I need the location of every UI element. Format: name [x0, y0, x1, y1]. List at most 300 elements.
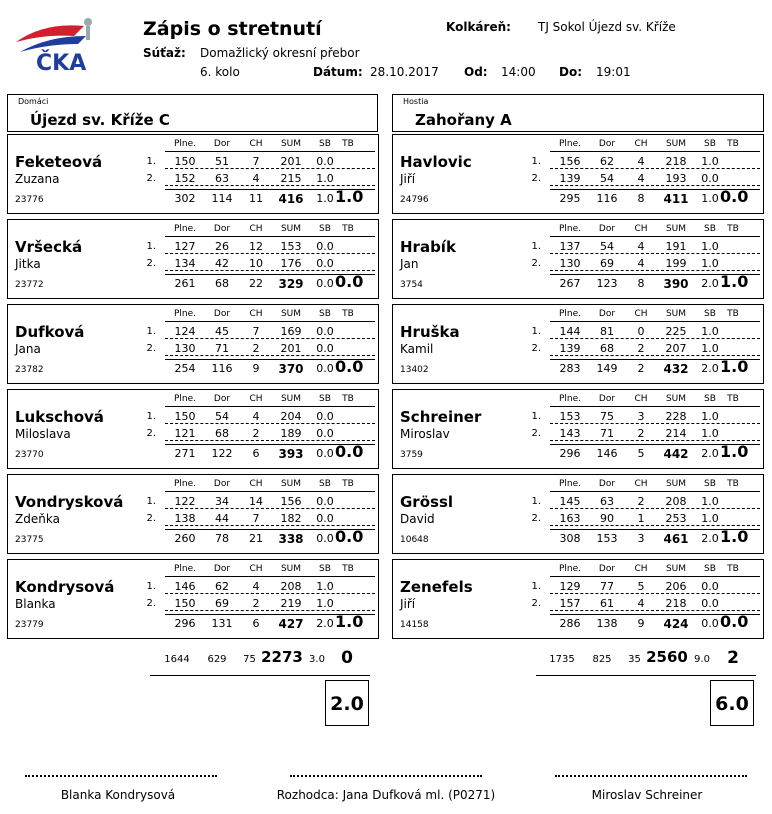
- run-value: 26: [215, 240, 229, 253]
- run-value: 0.0: [316, 240, 334, 253]
- column-header: CH: [634, 139, 648, 149]
- column-header: SUM: [280, 139, 302, 149]
- competition-value: Domažlický okresní přebor: [200, 46, 360, 60]
- run-value: 169: [280, 325, 302, 338]
- column-header: TB: [727, 479, 739, 489]
- row-divider: [550, 236, 760, 237]
- player-id: 14158: [400, 620, 429, 630]
- guest-sum-line: [536, 675, 756, 676]
- run-number: 2.: [146, 343, 156, 354]
- column-header: CH: [249, 309, 263, 319]
- player-box: [392, 304, 764, 384]
- run-value: 0.0: [701, 172, 719, 185]
- cka-logo: [14, 12, 104, 74]
- total-value: 146: [596, 447, 618, 460]
- column-header: Dor: [598, 139, 616, 149]
- column-header: SB: [704, 564, 716, 574]
- row-divider: [550, 185, 760, 186]
- run-value: 0.0: [316, 512, 334, 525]
- run-value: 182: [280, 512, 302, 525]
- column-header: TB: [727, 309, 739, 319]
- column-header: SB: [319, 224, 331, 234]
- player-tb: 1.0: [335, 187, 364, 206]
- row-divider: [550, 593, 760, 594]
- total-value: 370: [278, 362, 304, 376]
- total-value: 338: [278, 532, 304, 546]
- run-value: 189: [280, 427, 302, 440]
- player-surname: Feketeová: [15, 153, 103, 171]
- run-value: 214: [665, 427, 687, 440]
- run-value: 0.0: [316, 427, 334, 440]
- from-value: 14:00: [501, 65, 536, 79]
- column-header: TB: [727, 564, 739, 574]
- run-value: 3: [637, 410, 645, 423]
- run-value: 0.0: [316, 495, 334, 508]
- run-value: 0: [637, 325, 645, 338]
- column-header: CH: [249, 479, 263, 489]
- run-value: 218: [665, 155, 687, 168]
- column-header: SB: [319, 564, 331, 574]
- run-number: 2.: [146, 428, 156, 439]
- column-header: CH: [249, 394, 263, 404]
- total-value: 295: [559, 192, 581, 205]
- run-number: 2.: [531, 173, 541, 184]
- run-value: 146: [174, 580, 196, 593]
- run-value: 156: [559, 155, 581, 168]
- run-value: 143: [559, 427, 581, 440]
- column-header: Dor: [598, 309, 616, 319]
- column-header: TB: [342, 139, 354, 149]
- column-header: TB: [727, 394, 739, 404]
- total-value: 393: [278, 447, 304, 461]
- run-value: 215: [280, 172, 302, 185]
- guest-sum-tb: 2: [727, 648, 739, 668]
- run-value: 2: [252, 342, 260, 355]
- guest-sum-dor: 825: [592, 654, 612, 665]
- player-box: [7, 474, 379, 554]
- column-header: SUM: [665, 224, 687, 234]
- run-value: 2: [637, 342, 645, 355]
- row-divider: [550, 338, 760, 339]
- run-value: 14: [249, 495, 263, 508]
- total-value: 5: [637, 447, 645, 460]
- column-header: Plne.: [173, 139, 197, 149]
- competition-label: Súťaž:: [143, 46, 186, 60]
- run-value: 152: [174, 172, 196, 185]
- player-tb: 1.0: [720, 357, 749, 376]
- column-header: CH: [249, 224, 263, 234]
- player-id: 10648: [400, 535, 429, 545]
- column-header: Plne.: [558, 479, 582, 489]
- home-sum-dor: 629: [207, 654, 227, 665]
- run-value: 90: [600, 512, 614, 525]
- run-value: 7: [252, 325, 260, 338]
- player-tb: 1.0: [720, 442, 749, 461]
- total-value: 2.0: [701, 532, 719, 545]
- player-box: [7, 389, 379, 469]
- run-value: 225: [665, 325, 687, 338]
- run-value: 0.0: [316, 325, 334, 338]
- player-box: [392, 134, 764, 214]
- column-header: CH: [634, 394, 648, 404]
- column-header: SUM: [665, 479, 687, 489]
- row-divider: [550, 406, 760, 407]
- player-tb: 0.0: [335, 272, 364, 291]
- column-header: Plne.: [173, 394, 197, 404]
- run-number: 2.: [531, 513, 541, 524]
- total-value: 2.0: [701, 277, 719, 290]
- run-value: 4: [637, 155, 645, 168]
- total-value: 0.0: [316, 277, 334, 290]
- row-divider: [165, 525, 375, 526]
- run-value: 54: [215, 410, 229, 423]
- run-value: 208: [665, 495, 687, 508]
- total-value: 286: [559, 617, 581, 630]
- column-header: TB: [342, 479, 354, 489]
- player-first-name: Kamil: [400, 342, 434, 356]
- guest-team-name: Zahořany A: [415, 111, 512, 129]
- total-value: 2.0: [316, 617, 334, 630]
- run-value: 69: [600, 257, 614, 270]
- run-value: 7: [252, 155, 260, 168]
- column-header: TB: [342, 564, 354, 574]
- player-surname: Kondrysová: [15, 578, 115, 596]
- player-id: 23782: [15, 365, 44, 375]
- date-value: 28.10.2017: [370, 65, 439, 79]
- player-first-name: Miloslava: [15, 427, 71, 441]
- column-header: TB: [342, 224, 354, 234]
- player-tb: 0.0: [720, 612, 749, 631]
- total-value: 0.0: [316, 447, 334, 460]
- column-header: SUM: [280, 224, 302, 234]
- player-first-name: Jan: [400, 257, 419, 271]
- run-value: 1.0: [316, 597, 334, 610]
- total-value: 0.0: [316, 532, 334, 545]
- player-first-name: Jiří: [400, 172, 416, 186]
- row-divider: [550, 151, 760, 152]
- total-value: 116: [211, 362, 233, 375]
- player-id: 23770: [15, 450, 44, 460]
- player-surname: Zenefels: [400, 578, 473, 596]
- column-header: TB: [727, 224, 739, 234]
- player-surname: Lukschová: [15, 408, 104, 426]
- player-first-name: Jitka: [15, 257, 41, 271]
- guest-sum-sb: 9.0: [694, 654, 710, 665]
- run-value: 4: [252, 172, 260, 185]
- total-value: 432: [663, 362, 689, 376]
- player-box: [392, 219, 764, 299]
- run-value: 71: [215, 342, 229, 355]
- run-value: 156: [280, 495, 302, 508]
- column-header: SUM: [665, 139, 687, 149]
- referee-signature-line: [290, 775, 482, 777]
- column-header: Dor: [213, 564, 231, 574]
- player-surname: Vondrysková: [15, 493, 124, 511]
- row-divider: [550, 525, 760, 526]
- row-divider: [165, 321, 375, 322]
- guest-sum-plne: 1735: [549, 654, 575, 665]
- total-value: 123: [596, 277, 618, 290]
- run-value: 0.0: [701, 580, 719, 593]
- run-number: 1.: [531, 581, 541, 592]
- total-value: 3: [637, 532, 645, 545]
- total-value: 308: [559, 532, 581, 545]
- row-divider: [165, 236, 375, 237]
- total-value: 390: [663, 277, 689, 291]
- run-value: 54: [600, 240, 614, 253]
- run-number: 1.: [531, 326, 541, 337]
- run-value: 54: [600, 172, 614, 185]
- total-value: 0.0: [701, 617, 719, 630]
- run-number: 1.: [146, 411, 156, 422]
- home-sum-ch: 75: [243, 654, 256, 665]
- player-tb: 0.0: [335, 442, 364, 461]
- total-value: 2: [637, 362, 645, 375]
- row-divider: [165, 355, 375, 356]
- home-signature-line: [25, 775, 217, 777]
- total-value: 6: [252, 447, 260, 460]
- row-divider: [165, 610, 375, 611]
- column-header: Dor: [213, 139, 231, 149]
- total-value: 6: [252, 617, 260, 630]
- home-sum-total: 2273: [261, 648, 303, 666]
- run-value: 4: [637, 172, 645, 185]
- run-value: 1.0: [316, 580, 334, 593]
- home-team-box: [7, 94, 378, 132]
- home-final-score: 2.0: [325, 680, 369, 726]
- player-surname: Havlovic: [400, 153, 472, 171]
- column-header: CH: [634, 479, 648, 489]
- run-number: 1.: [146, 496, 156, 507]
- run-value: 218: [665, 597, 687, 610]
- run-value: 130: [559, 257, 581, 270]
- run-value: 228: [665, 410, 687, 423]
- guest-sum-row: [392, 650, 764, 674]
- run-value: 134: [174, 257, 196, 270]
- player-tb: 1.0: [335, 612, 364, 631]
- row-divider: [550, 168, 760, 169]
- player-first-name: David: [400, 512, 435, 526]
- player-box: [7, 134, 379, 214]
- run-value: 130: [174, 342, 196, 355]
- total-value: 114: [211, 192, 233, 205]
- column-header: CH: [634, 309, 648, 319]
- guest-captain-name: Miroslav Schreiner: [591, 788, 703, 802]
- column-header: SUM: [280, 479, 302, 489]
- player-surname: Dufková: [15, 323, 85, 341]
- column-header: SB: [704, 479, 716, 489]
- row-divider: [550, 321, 760, 322]
- total-value: 68: [215, 277, 229, 290]
- guest-sum-ch: 35: [628, 654, 641, 665]
- venue-label: Kolkáreň:: [446, 20, 511, 34]
- player-first-name: Zdeňka: [15, 512, 60, 526]
- home-captain-name: Blanka Kondrysová: [60, 788, 176, 802]
- run-number: 2.: [146, 173, 156, 184]
- column-header: SB: [704, 139, 716, 149]
- total-value: 21: [249, 532, 263, 545]
- run-value: 75: [600, 410, 614, 423]
- run-value: 34: [215, 495, 229, 508]
- column-header: SUM: [280, 394, 302, 404]
- column-header: Dor: [213, 224, 231, 234]
- run-value: 207: [665, 342, 687, 355]
- player-id: 23772: [15, 280, 44, 290]
- total-value: 8: [637, 277, 645, 290]
- run-value: 5: [637, 580, 645, 593]
- run-value: 44: [215, 512, 229, 525]
- venue-value: TJ Sokol Újezd sv. Kříže: [538, 20, 676, 34]
- player-id: 3754: [400, 280, 423, 290]
- home-sum-sb: 3.0: [309, 654, 325, 665]
- total-value: 0.0: [316, 362, 334, 375]
- run-value: 62: [600, 155, 614, 168]
- run-value: 0.0: [316, 342, 334, 355]
- total-value: 329: [278, 277, 304, 291]
- column-header: Plne.: [558, 564, 582, 574]
- total-value: 153: [596, 532, 618, 545]
- run-value: 206: [665, 580, 687, 593]
- player-id: 24796: [400, 195, 429, 205]
- total-value: 267: [559, 277, 581, 290]
- row-divider: [550, 423, 760, 424]
- logo-text: ČKA: [36, 51, 87, 74]
- player-tb: 0.0: [720, 187, 749, 206]
- run-number: 1.: [531, 156, 541, 167]
- player-id: 3759: [400, 450, 423, 460]
- player-box: [392, 559, 764, 639]
- player-surname: Vršecká: [15, 238, 83, 256]
- total-value: 8: [637, 192, 645, 205]
- run-value: 71: [600, 427, 614, 440]
- player-surname: Grössl: [400, 493, 454, 511]
- row-divider: [165, 440, 375, 441]
- run-number: 2.: [531, 258, 541, 269]
- run-number: 2.: [531, 428, 541, 439]
- row-divider: [165, 185, 375, 186]
- run-value: 201: [280, 155, 302, 168]
- row-divider: [165, 253, 375, 254]
- row-divider: [550, 610, 760, 611]
- total-value: 122: [211, 447, 233, 460]
- row-divider: [550, 508, 760, 509]
- total-value: 271: [174, 447, 196, 460]
- run-number: 2.: [146, 598, 156, 609]
- row-divider: [165, 338, 375, 339]
- total-value: 461: [663, 532, 689, 546]
- total-value: 138: [596, 617, 618, 630]
- column-header: CH: [634, 224, 648, 234]
- run-number: 1.: [146, 156, 156, 167]
- run-value: 138: [174, 512, 196, 525]
- run-value: 0.0: [316, 410, 334, 423]
- player-tb: 1.0: [720, 272, 749, 291]
- run-value: 208: [280, 580, 302, 593]
- run-value: 1: [637, 512, 645, 525]
- column-header: Plne.: [173, 224, 197, 234]
- player-tb: 1.0: [720, 527, 749, 546]
- run-value: 150: [174, 155, 196, 168]
- column-header: SB: [319, 479, 331, 489]
- date-label: Dátum:: [313, 65, 363, 79]
- column-header: SUM: [665, 309, 687, 319]
- run-value: 137: [559, 240, 581, 253]
- run-value: 127: [174, 240, 196, 253]
- total-value: 254: [174, 362, 196, 375]
- run-number: 1.: [531, 241, 541, 252]
- total-value: 9: [637, 617, 645, 630]
- run-value: 63: [600, 495, 614, 508]
- run-value: 153: [280, 240, 302, 253]
- run-value: 199: [665, 257, 687, 270]
- to-value: 19:01: [596, 65, 631, 79]
- player-surname: Hruška: [400, 323, 460, 341]
- run-value: 51: [215, 155, 229, 168]
- run-value: 150: [174, 410, 196, 423]
- column-header: Plne.: [558, 139, 582, 149]
- row-divider: [550, 355, 760, 356]
- run-value: 68: [215, 427, 229, 440]
- column-header: SUM: [280, 309, 302, 319]
- referee-name: Rozhodca: Jana Dufková ml. (P0271): [276, 788, 496, 802]
- total-value: 424: [663, 617, 689, 631]
- row-divider: [550, 491, 760, 492]
- run-value: 144: [559, 325, 581, 338]
- row-divider: [165, 168, 375, 169]
- player-first-name: Zuzana: [15, 172, 60, 186]
- player-id: 23776: [15, 195, 44, 205]
- run-value: 10: [249, 257, 263, 270]
- column-header: SB: [319, 394, 331, 404]
- run-value: 201: [280, 342, 302, 355]
- row-divider: [165, 508, 375, 509]
- total-value: 260: [174, 532, 196, 545]
- run-value: 68: [600, 342, 614, 355]
- run-value: 1.0: [701, 240, 719, 253]
- row-divider: [165, 423, 375, 424]
- guest-team-box: [392, 94, 764, 132]
- run-value: 124: [174, 325, 196, 338]
- total-value: 416: [278, 192, 304, 206]
- run-number: 1.: [146, 326, 156, 337]
- run-value: 4: [637, 597, 645, 610]
- total-value: 411: [663, 192, 689, 206]
- run-value: 1.0: [701, 155, 719, 168]
- run-value: 163: [559, 512, 581, 525]
- total-value: 22: [249, 277, 263, 290]
- column-header: Dor: [598, 564, 616, 574]
- column-header: Dor: [598, 224, 616, 234]
- player-id: 13402: [400, 365, 429, 375]
- run-value: 81: [600, 325, 614, 338]
- row-divider: [165, 406, 375, 407]
- total-value: 11: [249, 192, 263, 205]
- from-label: Od:: [464, 65, 488, 79]
- run-value: 2: [252, 597, 260, 610]
- home-caption: Domáci: [18, 97, 49, 106]
- run-value: 4: [252, 410, 260, 423]
- column-header: Plne.: [558, 224, 582, 234]
- home-sum-tb: 0: [341, 648, 353, 668]
- run-value: 150: [174, 597, 196, 610]
- player-first-name: Jana: [15, 342, 41, 356]
- run-value: 77: [600, 580, 614, 593]
- player-first-name: Miroslav: [400, 427, 450, 441]
- player-id: 23779: [15, 620, 44, 630]
- run-value: 45: [215, 325, 229, 338]
- player-box: [392, 389, 764, 469]
- player-box: [7, 219, 379, 299]
